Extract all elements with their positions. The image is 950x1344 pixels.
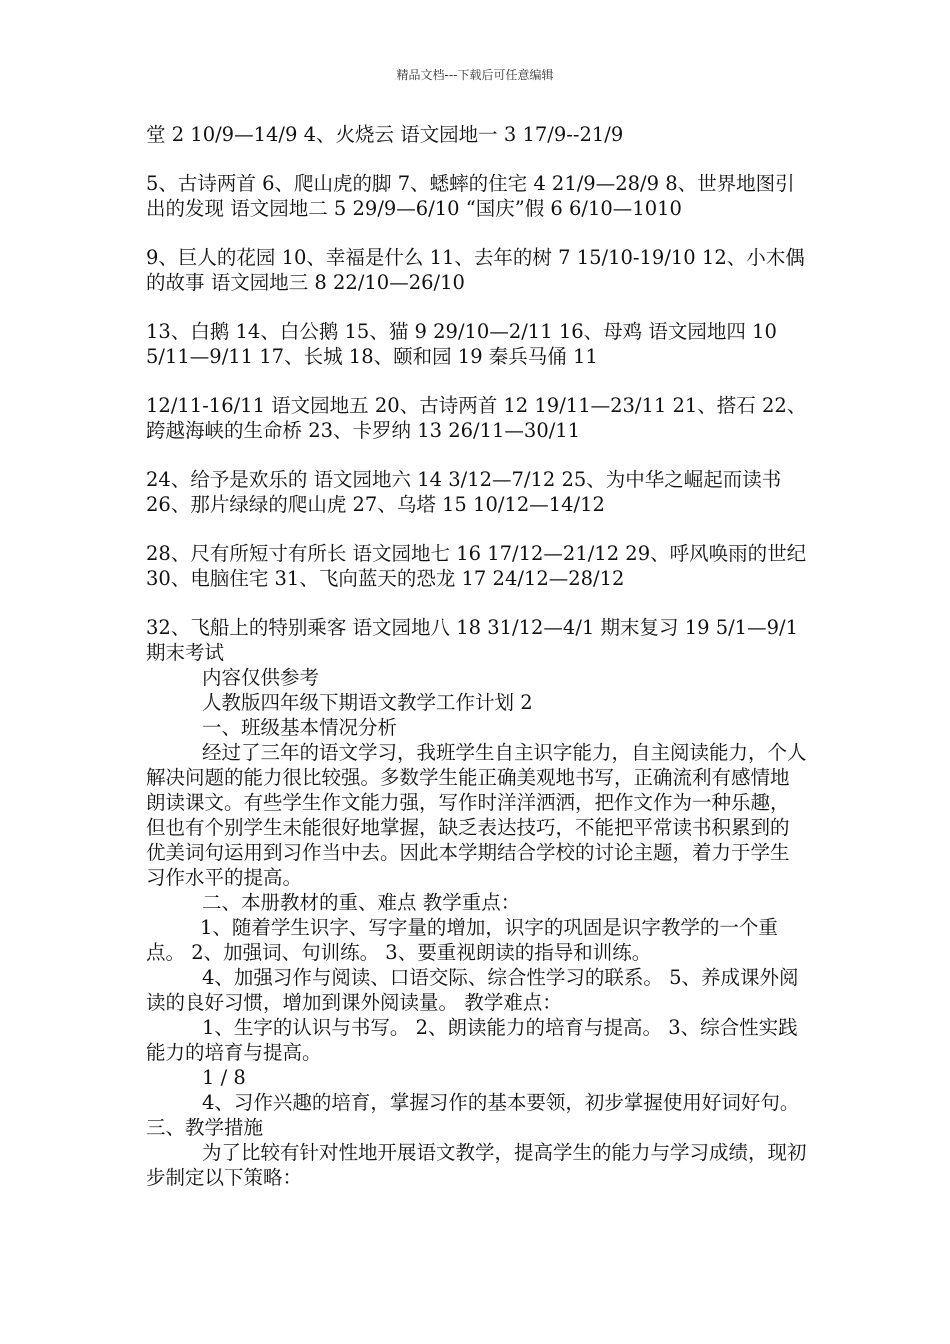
schedule-line: 24、给予是欢乐的 语文园地六 14 3/12—7/12 25、为中华之崛起而读书 26、那片绿绿的爬山虎 27、乌塔 15 10/12—14/12: [146, 468, 782, 516]
schedule-line: 32、飞船上的特别乘客 语文园地八 18 31/12—4/1 期末复习 19 5/1—9/1 期末考试: [146, 616, 798, 664]
section1-heading: 一、班级基本情况分析: [202, 716, 398, 739]
key-points-paragraph: 1、随着学生识字、写字量的增加，识字的巩固是识字教学的一个重点。 2、加强词、句训练。 3、要重视朗读的指导和训练。: [146, 916, 778, 964]
page-header: 精品文档---下载后可任意编辑: [396, 68, 554, 82]
difficulties-paragraph: 1、生字的认识与书写。 2、朗读能力的培育与提高。 3、综合性实践能力的培育与提高。: [146, 1016, 798, 1064]
plan-title: 人教版四年级下期语文教学工作计划 2: [202, 691, 533, 714]
schedule-line: 12/11-16/11 语文园地五 20、古诗两首 12 19/11—23/11 21、搭石 22、跨越海峡的生命桥 23、卡罗纳 13 26/11—30/11: [146, 394, 807, 442]
section2-heading: 二、本册教材的重、难点 教学重点：: [202, 891, 521, 914]
section1-paragraph: 经过了三年的语文学习，我班学生自主识字能力，自主阅读能力，个人解决问题的能力很比较强。多数学生能正确美观地书写，正确流利有感情地朗读课文。有些学生作文能力强，写作时洋洋洒洒，把作文作为一种乐趣，但也有个别学生未能很好地掌握，缺乏表达技巧，不能把平常读书积累到的优美词句运用到习作当中去。因此本学期结合学校的讨论主题，着力于学生习作水平的提高。: [146, 741, 807, 889]
difficulties-paragraph-2: 4、习作兴趣的培育，掌握习作的基本要领，初步掌握使用好词好句。三、教学措施: [146, 1091, 800, 1139]
page-number: 1 / 8: [202, 1066, 246, 1089]
schedule-line: 13、白鹅 14、白公鹅 15、猫 9 29/10—2/11 16、母鸡 语文园地四 10 5/11—9/11 17、长城 18、颐和园 19 秦兵马俑 11: [146, 320, 777, 368]
schedule-line: 28、尺有所短寸有所长 语文园地七 16 17/12—21/12 29、呼风唤雨的世纪 30、电脑住宅 31、飞向蓝天的恐龙 17 24/12—28/12: [146, 542, 807, 590]
reference-note: 内容仅供参考: [202, 666, 320, 689]
key-points-paragraph-2: 4、加强习作与阅读、口语交际、综合性学习的联系。 5、养成课外阅读的良好习惯，增加到课外阅读量。 教学难点：: [146, 966, 799, 1014]
measures-paragraph: 为了比较有针对性地开展语文教学，提高学生的能力与学习成绩，现初步制定以下策略：: [146, 1141, 807, 1189]
schedule-line: 5、古诗两首 6、爬山虎的脚 7、蟋蟀的住宅 4 21/9—28/9 8、世界地图引出的发现 语文园地二 5 29/9—6/10 “国庆”假 6 6/10—1010: [146, 172, 795, 220]
schedule-line: 9、巨人的花园 10、幸福是什么 11、去年的树 7 15/10-19/10 12、小木偶的故事 语文园地三 8 22/10—26/10: [146, 246, 805, 294]
document-body: [146, 122, 808, 1190]
schedule-line: 堂 2 10/9—14/9 4、火烧云 语文园地一 3 17/9--21/9: [146, 123, 624, 146]
